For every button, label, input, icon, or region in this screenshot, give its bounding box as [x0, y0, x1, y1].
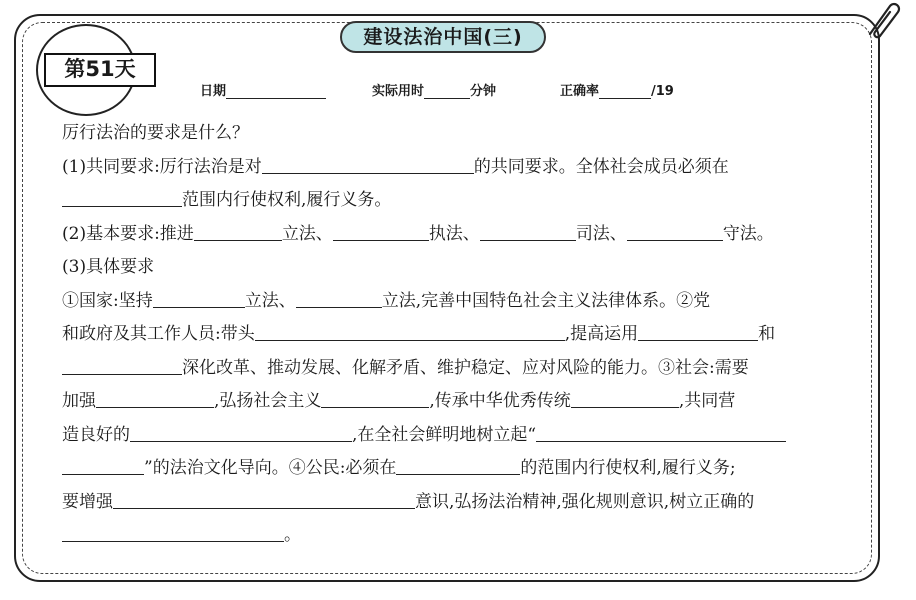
- question-line-1: [62, 151, 862, 185]
- line-text: 执法、: [428, 223, 480, 244]
- question-line-5: [62, 285, 862, 319]
- answer-blank[interactable]: [333, 220, 429, 241]
- answer-blank[interactable]: [396, 454, 520, 475]
- date-blank[interactable]: [226, 86, 326, 99]
- line-text: ,传承中华优秀传统: [429, 391, 571, 411]
- line-text: 司法、: [575, 223, 627, 244]
- answer-blank[interactable]: [62, 521, 284, 542]
- line-text: 造良好的: [62, 424, 130, 445]
- question-line-11: [62, 486, 862, 520]
- line-text: ,在全社会鲜明地树立起“: [352, 424, 537, 445]
- line-text: ”的法治文化导向。④公民:必须在: [144, 458, 397, 478]
- answer-blank[interactable]: [194, 220, 282, 241]
- question-line-8: [62, 385, 862, 419]
- answer-blank[interactable]: [480, 220, 576, 241]
- question-line-12: [62, 519, 862, 553]
- time-unit: 分钟: [470, 84, 497, 99]
- line-text: 加强: [62, 391, 96, 411]
- question-line-2: [62, 184, 862, 218]
- line-text: 意识,弘扬法治精神,强化规则意识,树立正确的: [415, 491, 755, 512]
- accuracy-blank[interactable]: [599, 86, 651, 99]
- day-badge: [18, 20, 158, 116]
- time-blank[interactable]: [424, 86, 470, 99]
- time-label: 实际用时: [372, 84, 425, 99]
- line-text: ,提高运用: [564, 324, 639, 344]
- question-prompt: 厉行法治的要求是什么？: [62, 123, 249, 143]
- question-body: [62, 117, 862, 553]
- line-text: 范围内行使权利,履行义务。: [182, 190, 392, 210]
- time-field: [372, 80, 496, 99]
- worksheet-title: 建设法治中国(三): [340, 21, 546, 53]
- day-badge-label: 第51天: [44, 53, 156, 87]
- line-text: ,共同营: [678, 391, 736, 411]
- answer-blank[interactable]: [536, 421, 786, 442]
- accuracy-label: 正确率: [560, 84, 600, 99]
- answer-blank[interactable]: [321, 387, 429, 408]
- line-text: (1)共同要求:厉行法治是对: [62, 156, 262, 177]
- question-line-9: [62, 419, 862, 453]
- answer-blank[interactable]: [571, 387, 679, 408]
- question-line-10: [62, 452, 862, 486]
- line-text: 深化改革、推动发展、化解矛盾、维护稳定、应对风险的能力。③社会:需要: [182, 357, 749, 378]
- question-line-7: [62, 352, 862, 386]
- line-text: ,弘扬社会主义: [214, 391, 322, 411]
- date-label: 日期: [200, 84, 227, 99]
- line-text: 的共同要求。全体社会成员必须在: [473, 156, 729, 177]
- line-text: ①国家:坚持: [62, 290, 153, 311]
- question-line-4: [62, 251, 862, 285]
- answer-blank[interactable]: [62, 454, 144, 475]
- question-line-3: [62, 218, 862, 252]
- line-text: 守法。: [722, 223, 774, 244]
- accuracy-field: [560, 80, 674, 99]
- paperclip-icon: [860, 0, 902, 42]
- accuracy-total: /19: [651, 84, 674, 99]
- answer-blank[interactable]: [296, 287, 382, 308]
- line-text: 和政府及其工作人员:带头: [62, 324, 255, 344]
- line-text: 立法,完善中国特色社会主义法律体系。②党: [381, 290, 711, 311]
- line-text: (3)具体要求: [62, 257, 155, 277]
- answer-blank[interactable]: [130, 421, 352, 442]
- answer-blank[interactable]: [113, 488, 415, 509]
- answer-blank[interactable]: [96, 387, 214, 408]
- answer-blank[interactable]: [638, 320, 758, 341]
- line-text: 。: [284, 525, 301, 545]
- question-line-6: [62, 318, 862, 352]
- line-text: 要增强: [62, 491, 113, 512]
- line-text: 立法、: [244, 290, 296, 311]
- answer-blank[interactable]: [627, 220, 723, 241]
- line-text: 和: [758, 324, 776, 344]
- answer-blank[interactable]: [62, 186, 182, 207]
- line-text: 的范围内行使权利,履行义务;: [520, 458, 736, 478]
- answer-blank[interactable]: [62, 354, 182, 375]
- answer-blank[interactable]: [153, 287, 245, 308]
- answer-blank[interactable]: [262, 153, 474, 174]
- date-field: [200, 80, 326, 99]
- answer-blank[interactable]: [255, 320, 565, 341]
- line-text: (2)基本要求:推进: [62, 223, 194, 244]
- line-text: 立法、: [281, 223, 333, 244]
